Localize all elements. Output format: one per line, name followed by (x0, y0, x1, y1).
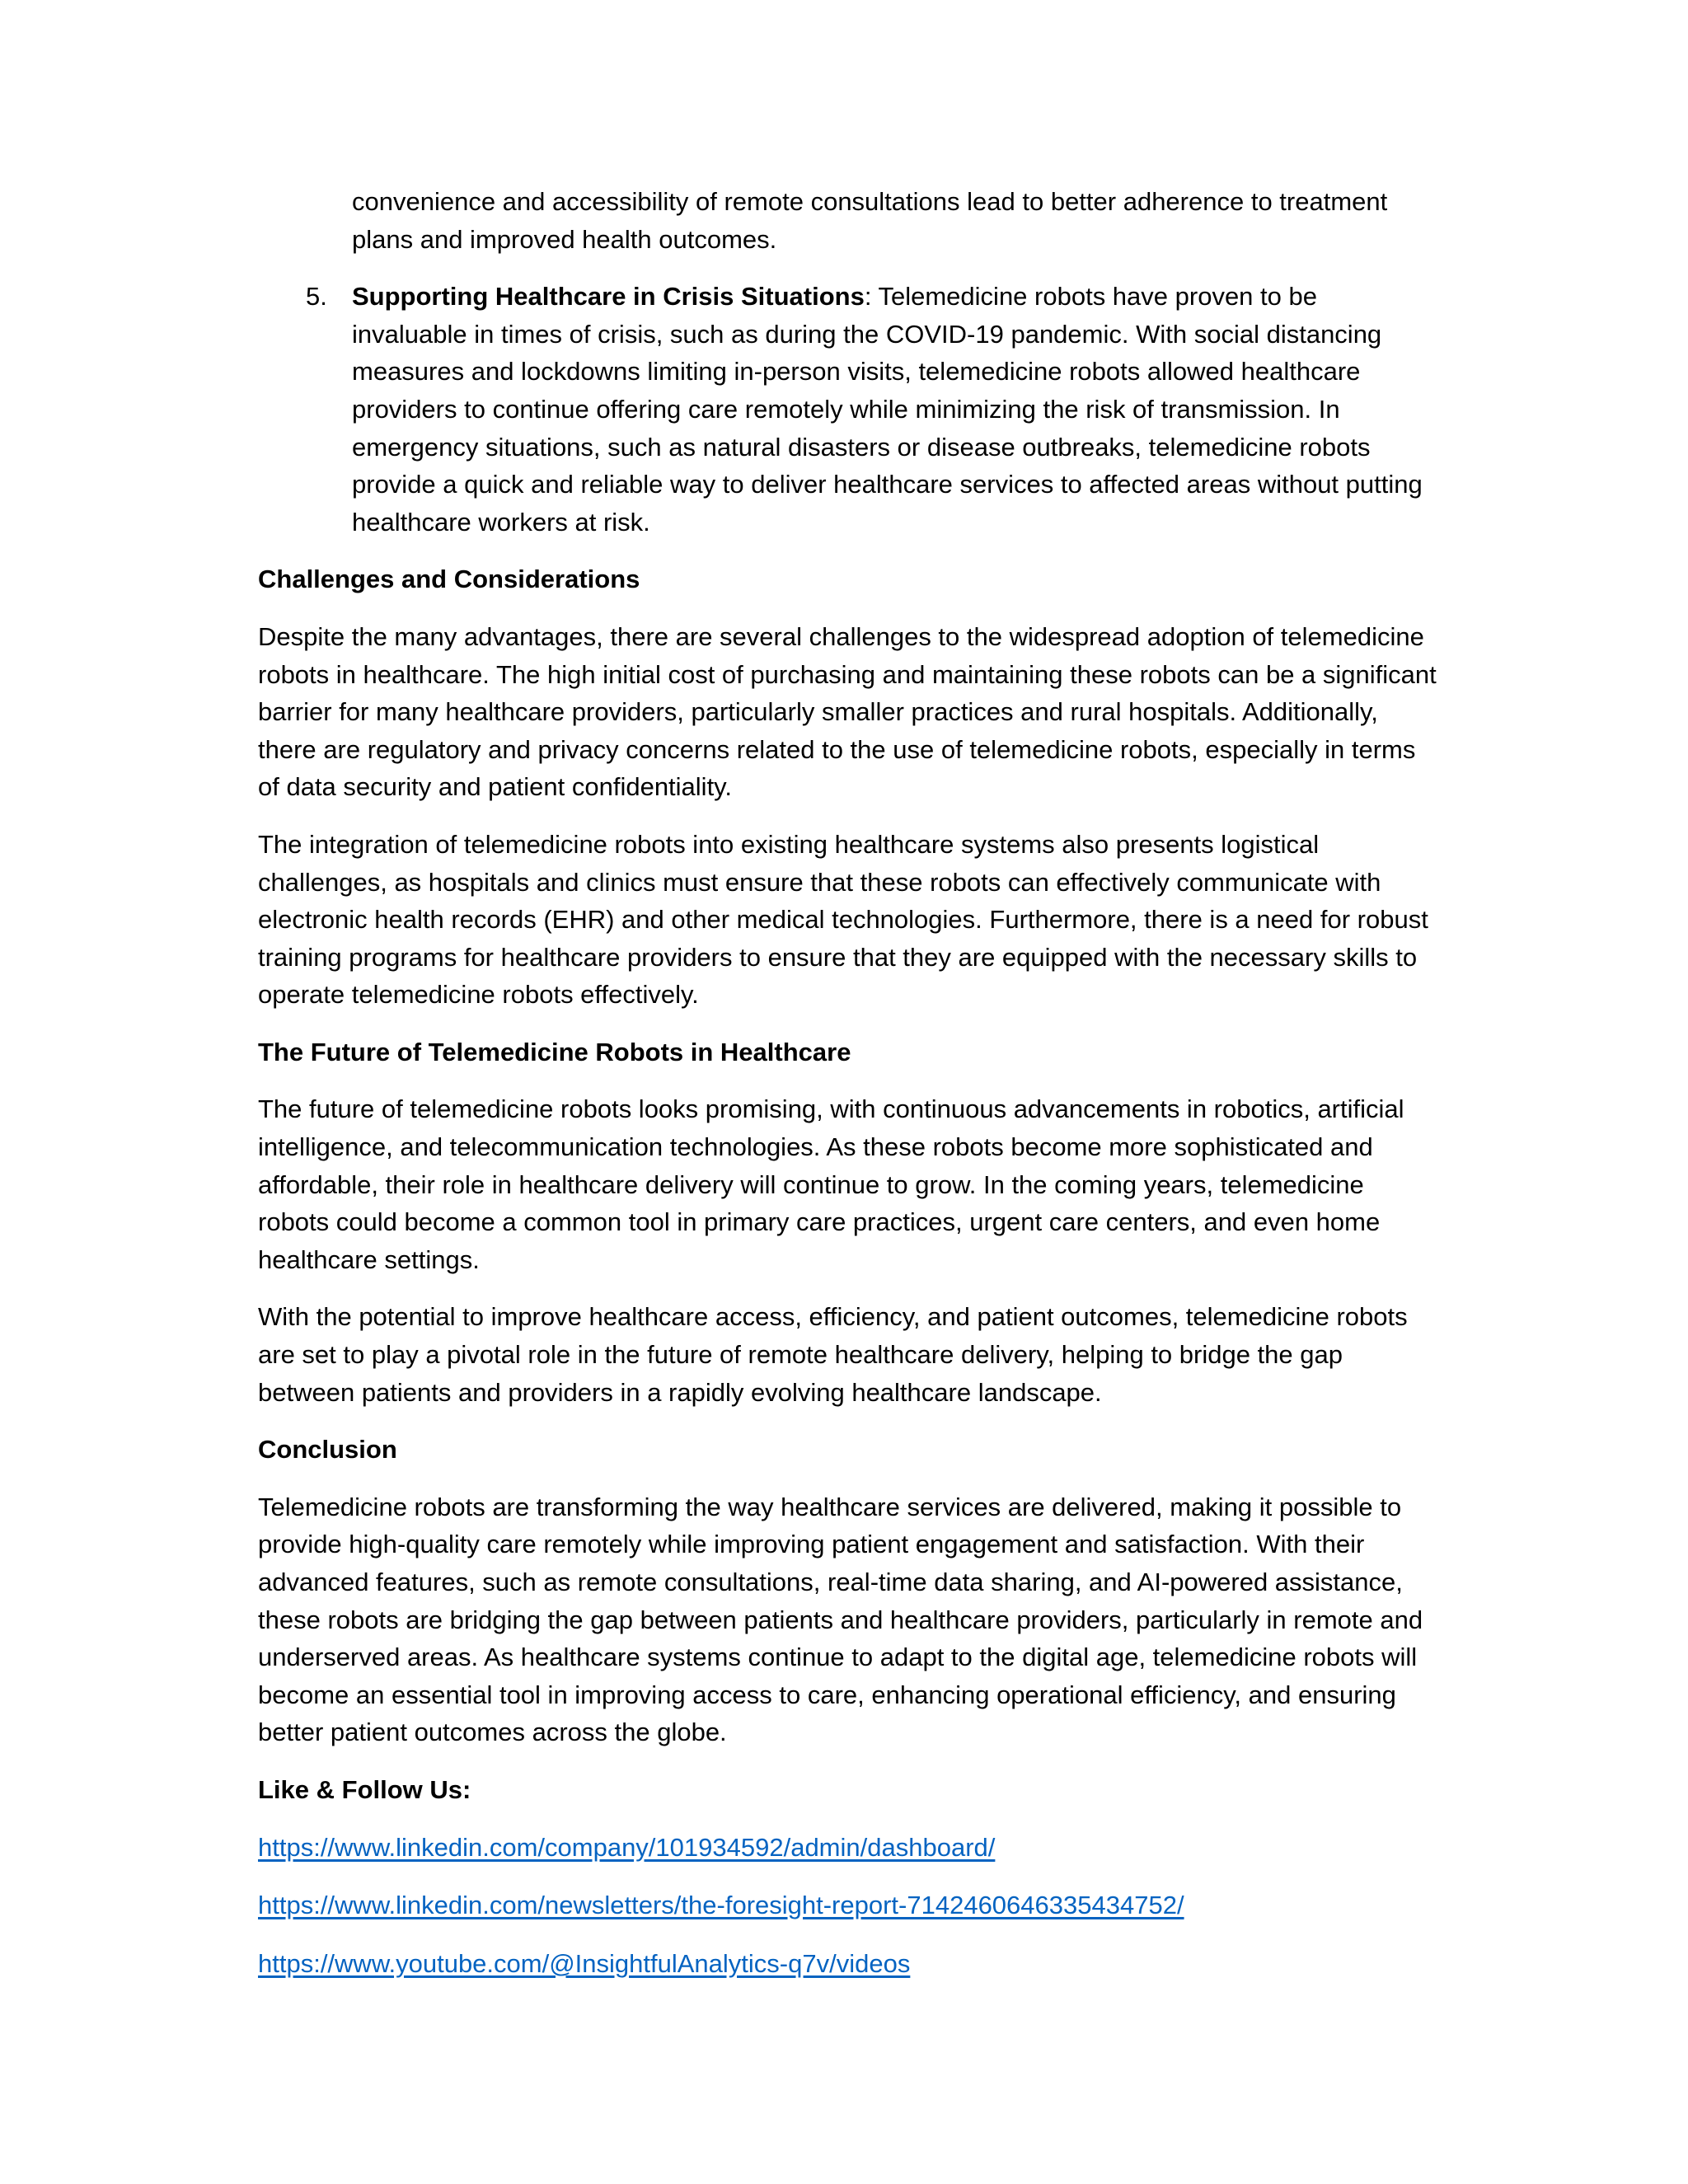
link-line-linkedin-company (258, 1829, 1437, 1867)
linkedin-company-link[interactable]: https://www.linkedin.com/company/101934592/admin/dashboard/ (258, 1832, 996, 1862)
list-number: 5. (306, 282, 327, 312)
link-line-youtube (258, 1945, 1437, 1983)
heading-future: The Future of Telemedicine Robots in Healthcare (258, 1037, 851, 1066)
youtube-channel-link[interactable]: https://www.youtube.com/@InsightfulAnalytics-q7v/videos (258, 1948, 911, 1978)
list-item-continuation: convenience and accessibility of remote consultations lead to better adherence to treatment plans and improved health outcomes. (352, 187, 1388, 254)
list-item-title: Supporting Healthcare in Crisis Situations (352, 282, 865, 312)
paragraph-challenges-1: Despite the many advantages, there are several challenges to the widespread adoption of telemedicine robots in healthcare. The high initial cost of purchasing and maintaining these robots can be a significant barrier for many healthcare providers, particularly smaller practices and rural hospitals. Additionally, there are regulatory and privacy concerns related to the use of telemedicine robots, especially in terms of data security and patient confidentiality. (258, 621, 1437, 802)
paragraph-future-2: With the potential to improve healthcare access, efficiency, and patient outcomes, telemedicine robots are set to play a pivotal role in the future of remote healthcare delivery, helping to bridge the gap between patients and providers in a rapidly evolving healthcare landscape. (258, 1302, 1408, 1407)
document-body (258, 183, 1437, 2003)
heading-conclusion: Conclusion (258, 1435, 397, 1465)
list-item-text: : Telemedicine robots have proven to be invaluable in times of crisis, such as during the COVID-19 pandemic. With social distancing measures and lockdowns limiting in-person visits, telemedicine robots allowed healthcare providers to continue offering care remotely while minimizing the risk of transmission. In emergency situations, such as natural disasters or disease outbreaks, telemedicine robots provide a quick and reliable way to deliver healthcare services to affected areas without putting healthcare workers at risk. (352, 282, 1423, 537)
paragraph-future-1: The future of telemedicine robots looks promising, with continuous advancements in robotics, artificial intelligence, and telecommunication technologies. As these robots become more sophisticated and affordable, their role in healthcare delivery will continue to grow. In the coming years, telemedicine robots could become a common tool in primary care practices, urgent care centers, and even home healthcare settings. (258, 1094, 1404, 1274)
link-line-linkedin-newsletter (258, 1886, 1437, 1924)
linkedin-newsletter-link[interactable]: https://www.linkedin.com/newsletters/the-foresight-report-7142460646335434752/ (258, 1891, 1184, 1920)
heading-challenges: Challenges and Considerations (258, 565, 640, 594)
list-item-crisis-support (306, 278, 1437, 541)
paragraph-conclusion: Telemedicine robots are transforming the way healthcare services are delivered, making it possible to provide high-quality care remotely while improving patient engagement and satisfaction. With their advanced features, such as remote consultations, real-time data sharing, and AI-powered assistance, these robots are bridging the gap between patients and healthcare providers, particularly in remote and underserved areas. As healthcare systems continue to adapt to the digital age, telemedicine robots will become an essential tool in improving access to care, enhancing operational efficiency, and ensuring better patient outcomes across the globe. (258, 1492, 1423, 1747)
paragraph-challenges-2: The integration of telemedicine robots into existing healthcare systems also presents logistical challenges, as hospitals and clinics must ensure that these robots can effectively communicate with electronic health records (EHR) and other medical technologies. Furthermore, there is a need for robust training programs for healthcare providers to ensure that they are equipped with the necessary skills to operate telemedicine robots effectively. (258, 829, 1428, 1010)
heading-follow-us: Like & Follow Us: (258, 1774, 471, 1804)
